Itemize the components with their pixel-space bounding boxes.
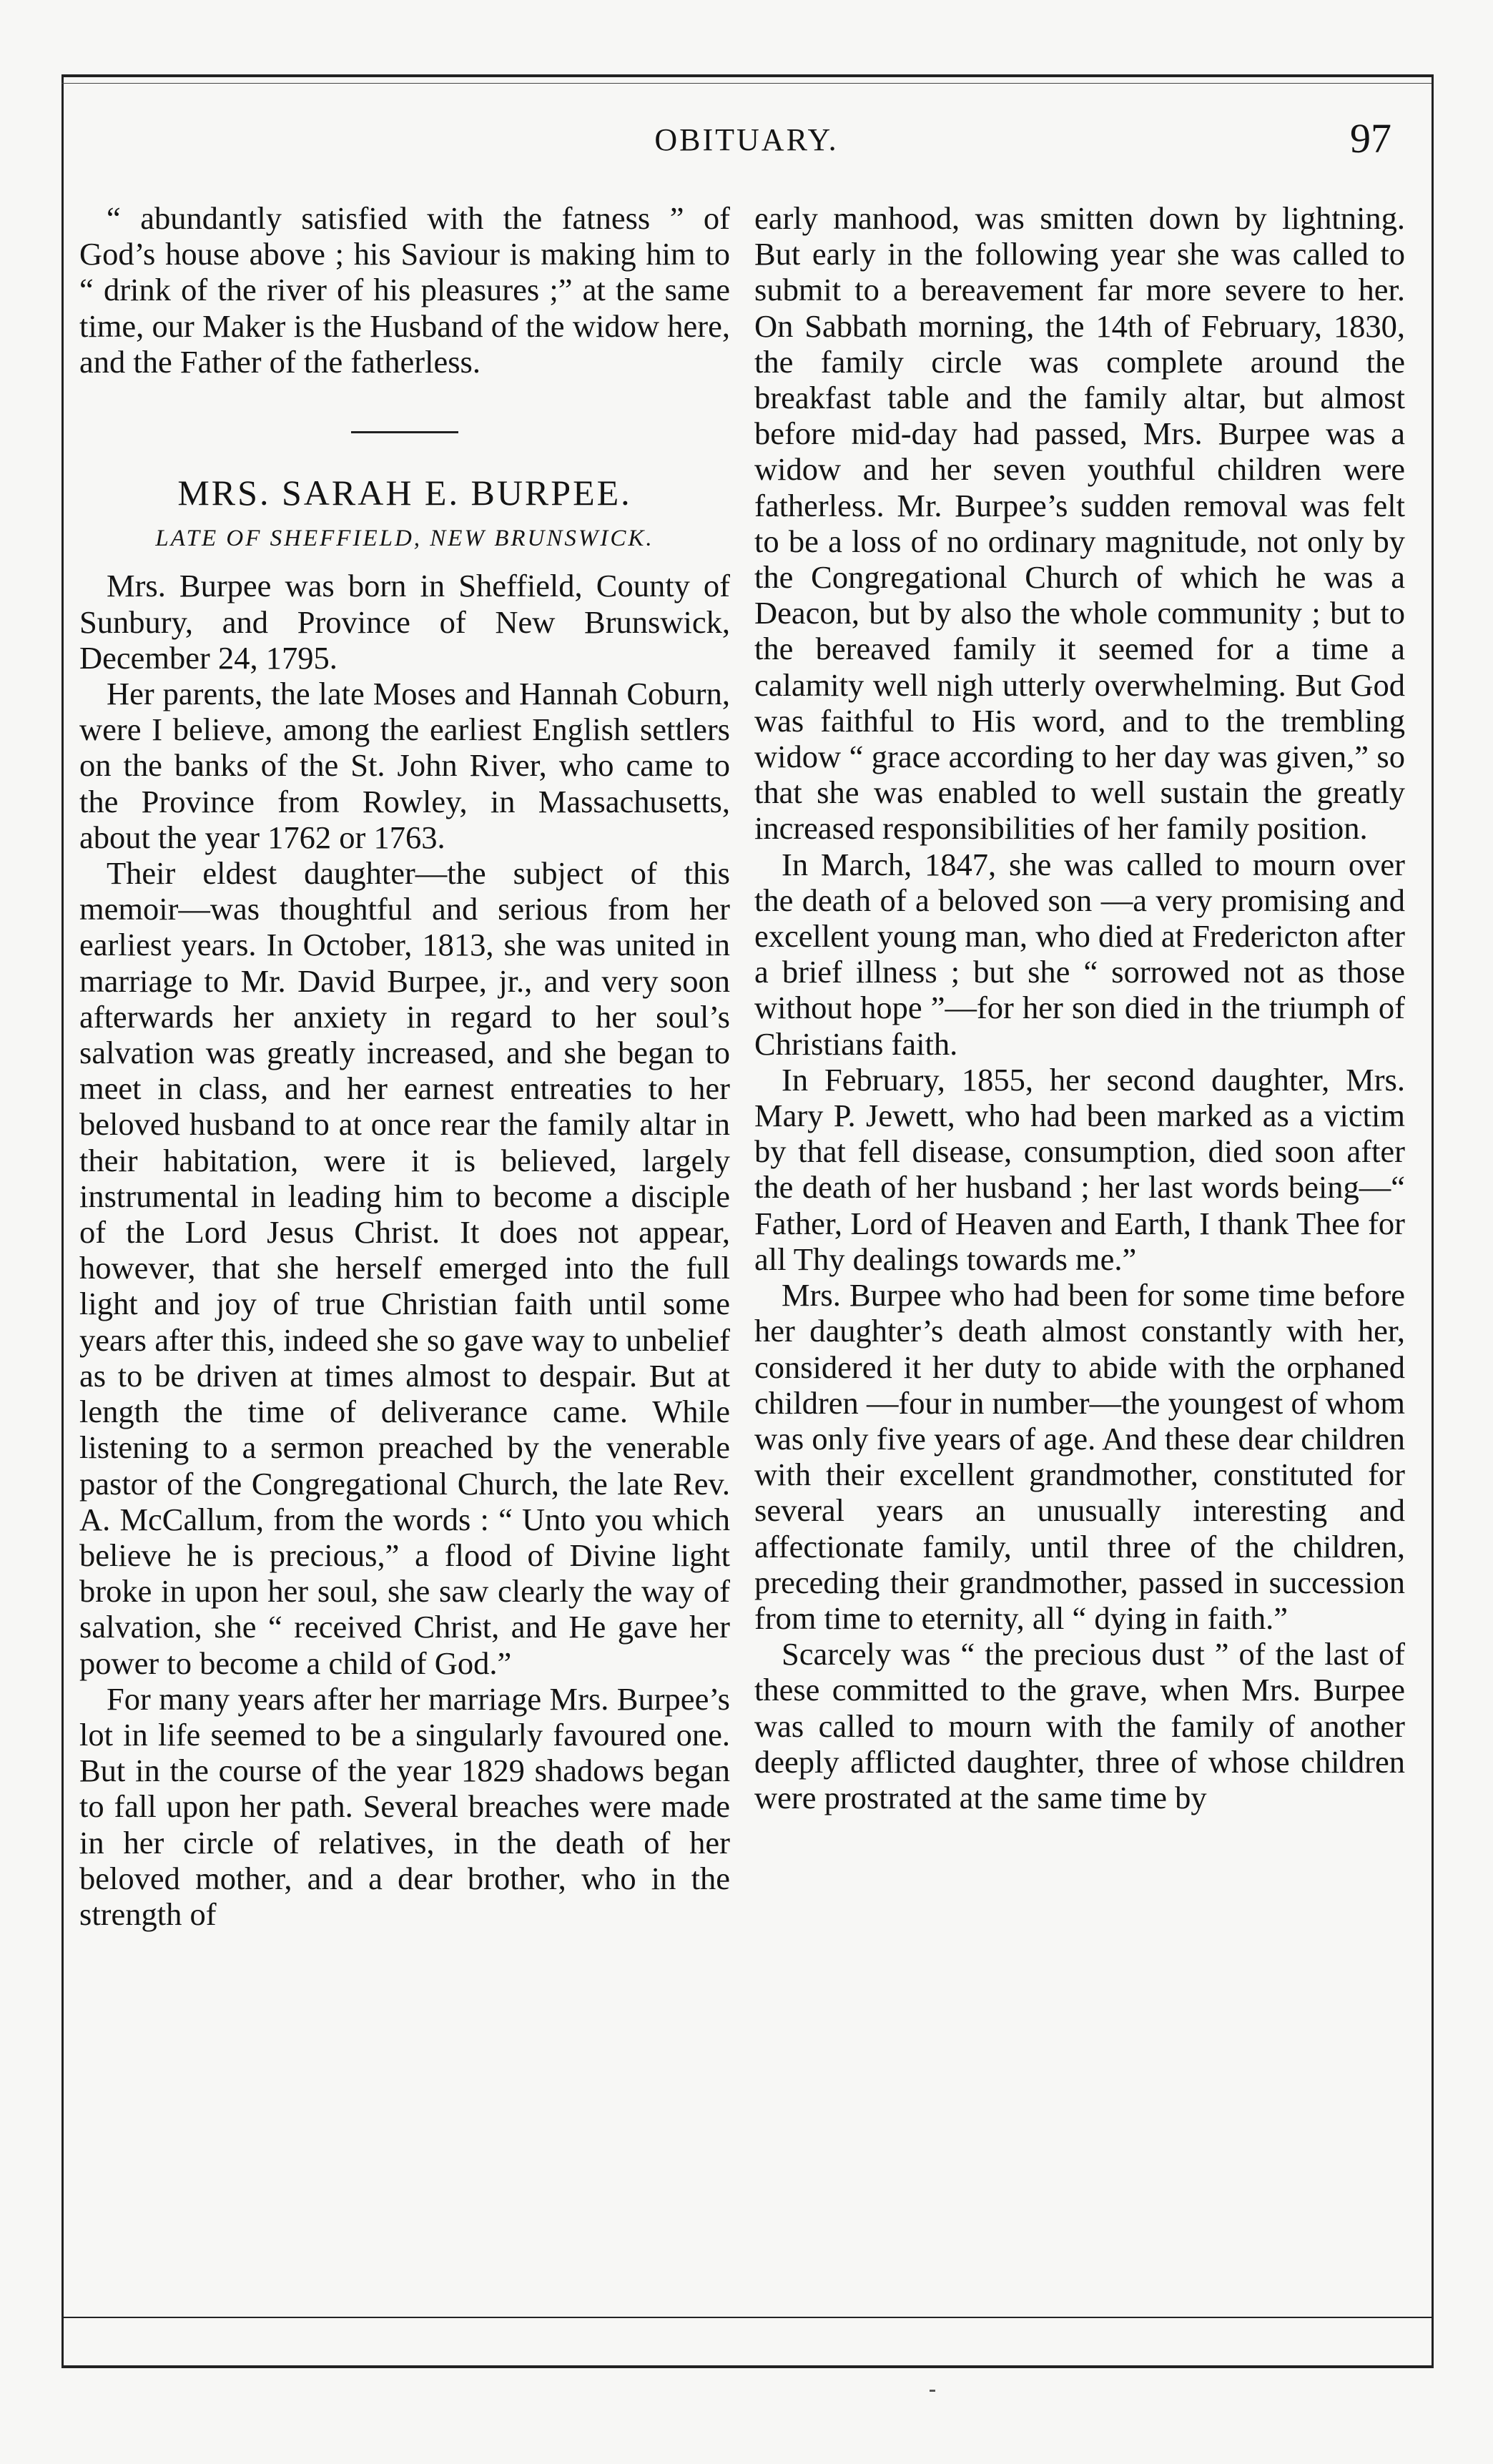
- paragraph: In February, 1855, her second daughter, Mrs. Mary P. Jewett, who had been marked as a victim by that fell disease, consumption, died soon after the death of her husband ; her last words being—“ Father, Lord of Heaven and Earth, I thank Thee for all Thy dealings towards me.”: [754, 1061, 1405, 1277]
- frame-bottom-rule: [61, 2317, 1432, 2318]
- right-column: [754, 200, 1405, 1815]
- running-title: OBITUARY.: [654, 122, 839, 157]
- section-divider: [351, 431, 458, 433]
- obituary-title: MRS. SARAH E. BURPEE.: [177, 473, 632, 513]
- print-mark: [930, 2390, 935, 2392]
- paragraph: Her parents, the late Moses and Hannah Coburn, were I believe, among the earliest English settlers on the banks of the St. John River, who came to the Province from Rowley, in Massachusetts, about the year 1762 or 1763.: [79, 676, 730, 855]
- paragraph: Mrs. Burpee who had been for some time before her daughter’s death almost constantly with her, considered it her duty to abide with the orphaned children —four in number—the youngest of whom was only five years of age. And these dear children with their excellent grandmother, constituted for several years an unusually interesting and affectionate family, until three of the children, preceding their grandmother, passed in succession from time to eternity, all “ dying in faith.”: [754, 1277, 1405, 1636]
- opening-paragraph: “ abundantly satisfied with the fatness ” of God’s house above ; his Saviour is making him to “ drink of the river of his pleasures ;” at the same time, our Maker is the Husband of the widow here, and the Father of the fatherless.: [79, 200, 730, 380]
- paragraph: For many years after her marriage Mrs. Burpee’s lot in life seemed to be a singularly favoured one. But in the course of the year 1829 shadows began to fall upon her path. Several breaches were made in her circle of relatives, in the death of her beloved mother, and a dear brother, who in the strength of: [79, 1680, 730, 1932]
- page-number: 97: [1350, 115, 1391, 162]
- paragraph: Mrs. Burpee was born in Sheffield, County of Sunbury, and Province of New Brunswick, De⁠cember 24, 1795.: [79, 568, 730, 676]
- paragraph: Scarcely was “ the precious dust ” of the last of these committed to the grave, when Mrs. Burpee was called to mourn with the family of another deeply afflicted daughter, three of whose children were prostrated at the same time by: [754, 1636, 1405, 1815]
- paragraph: In March, 1847, she was called to mourn over the death of a beloved son —a very promising and excellent young man, who died at Fredericton after a brief illness ; but she “ sorrowed not as those without hope ”—for her son died in the triumph of Christians faith.: [754, 846, 1405, 1062]
- paragraph: early manhood, was smitten down by lightning. But early in the following year she was called to submit to a bereavement far more severe to her. On Sabbath morning, the 14th of February, 1830, the family circle was complete around the breakfast table and the family altar, but almost before mid-day had passed, Mrs. Burpee was a widow and her seven youthful children were fatherless. Mr. Burpee’s sudden removal was felt to be a loss of no ordinary magnitude, not only by the Congregational Church of which he was a Deacon, but by also the whole community ; but to the bereaved family it seemed for a time a calamity well nigh utterly overwhelming. But God was faithful to His word, and to the trembling widow “ grace according to her day was given,” so that she was enabled to well sustain the greatly increased responsibilities of her family position.: [754, 200, 1405, 847]
- obituary-subtitle: LATE OF SHEFFIELD, NEW BRUNSWICK.: [155, 526, 654, 552]
- paragraph: Their eldest daughter—the subject of this memoir—was thoughtful and serious from her earliest years. In October, 1813, she was united in marriage to Mr. David Burpee, jr., and very soon afterwards her anxiety in regard to her soul’s salvation was greatly increased, and she began to meet in class, and her earnest entreaties to her beloved husband to at once rear the family altar in their habitation, were it is believed, largely instrumental in leading him to become a disciple of the Lord Jesus Christ. It does not appear, however, that she herself emerged into the full light and joy of true Christian faith until some years after this, indeed she so gave way to unbelief as to be driven at times almost to despair. But at length the time of deliverance came. While listening to a sermon preached by the venerable pastor of the Congregational Church, the late Rev. A. McCallum, from the words : “ Unto you which believe he is precious,” a flood of Divine light broke in upon her soul, she saw clearly the way of salvation, she “ received Christ, and He gave her power to become a child of God.”: [79, 855, 730, 1681]
- frame-top-rule: [61, 83, 1432, 84]
- left-column: [79, 200, 730, 1932]
